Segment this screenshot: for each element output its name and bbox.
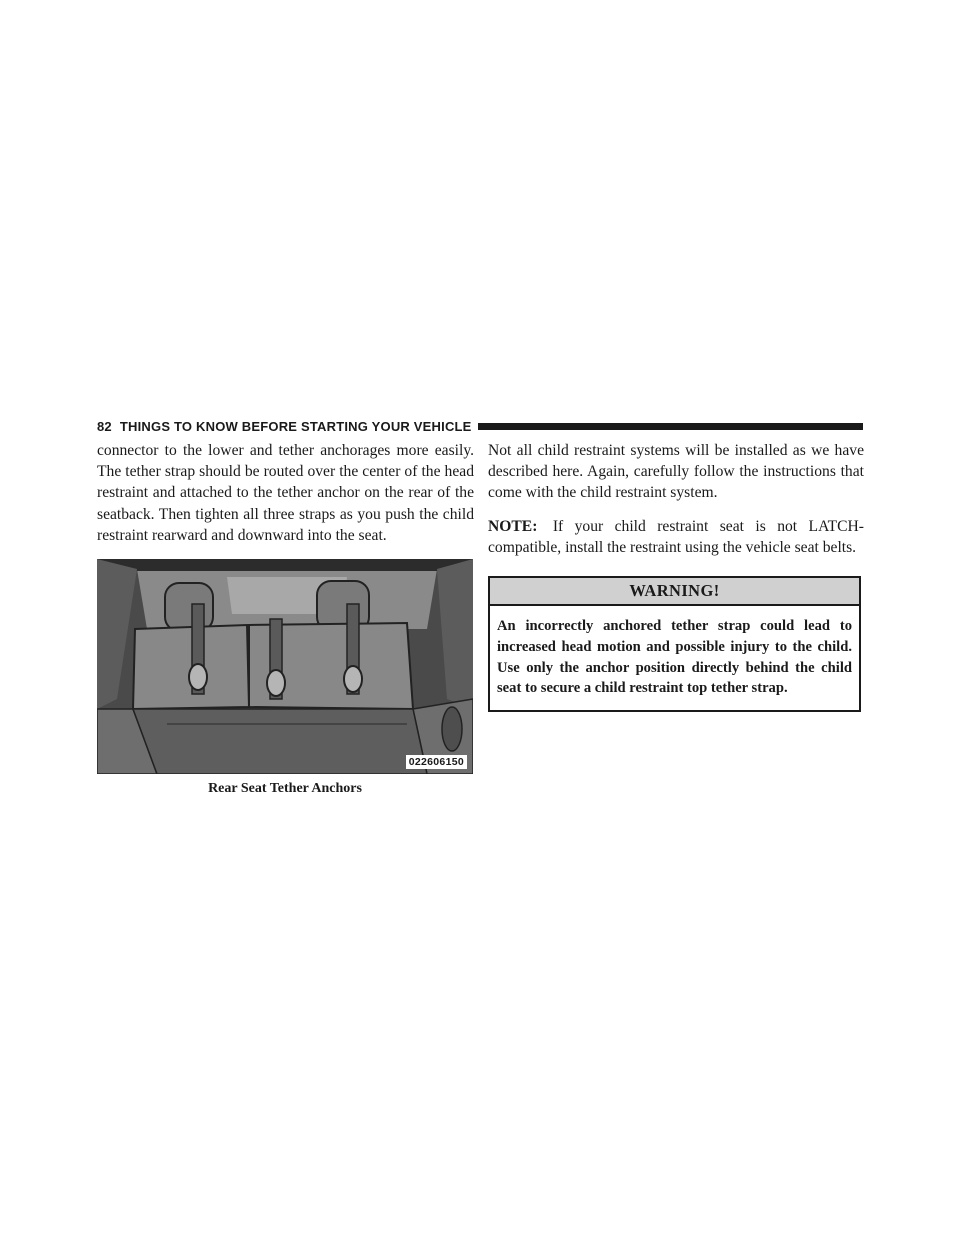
figure-caption: Rear Seat Tether Anchors [208, 781, 362, 796]
page-number: 82 [97, 418, 112, 434]
note-text: If your child restraint seat is not LATCH-compatible, install the restraint using the vehicle seat belts. [488, 517, 864, 556]
warning-text: An incorrectly anchored tether strap could lead to increased head motion and possible injury to the child. Use only the anchor position directly behind the child seat to secure a child restraint top tether strap. [497, 618, 852, 697]
body-paragraph: connector to the lower and tether anchorages more easily. The tether strap should be routed over the center of the head restraint and attached to the tether anchor on the rear of the seatback. Then tighten all three straps as you push the child restraint rearward and downward into the seat. [97, 442, 474, 544]
section-title: THINGS TO KNOW BEFORE STARTING YOUR VEHICLE [119, 418, 472, 434]
running-header [97, 417, 863, 435]
note-label: NOTE: [488, 517, 538, 535]
left-column [97, 440, 474, 546]
header-rule [478, 423, 863, 430]
warning-title: WARNING! [490, 578, 859, 606]
right-column [488, 440, 864, 558]
warning-box [488, 576, 861, 712]
rear-seat-illustration [97, 559, 473, 774]
body-paragraph: Not all child restraint systems will be installed as we have described here. Again, carefully follow the instructions that come with the child restraint system. [488, 442, 864, 502]
figure-code: 022606150 [406, 755, 467, 769]
note-paragraph [488, 516, 864, 558]
cargo-area-drawing [97, 559, 473, 774]
